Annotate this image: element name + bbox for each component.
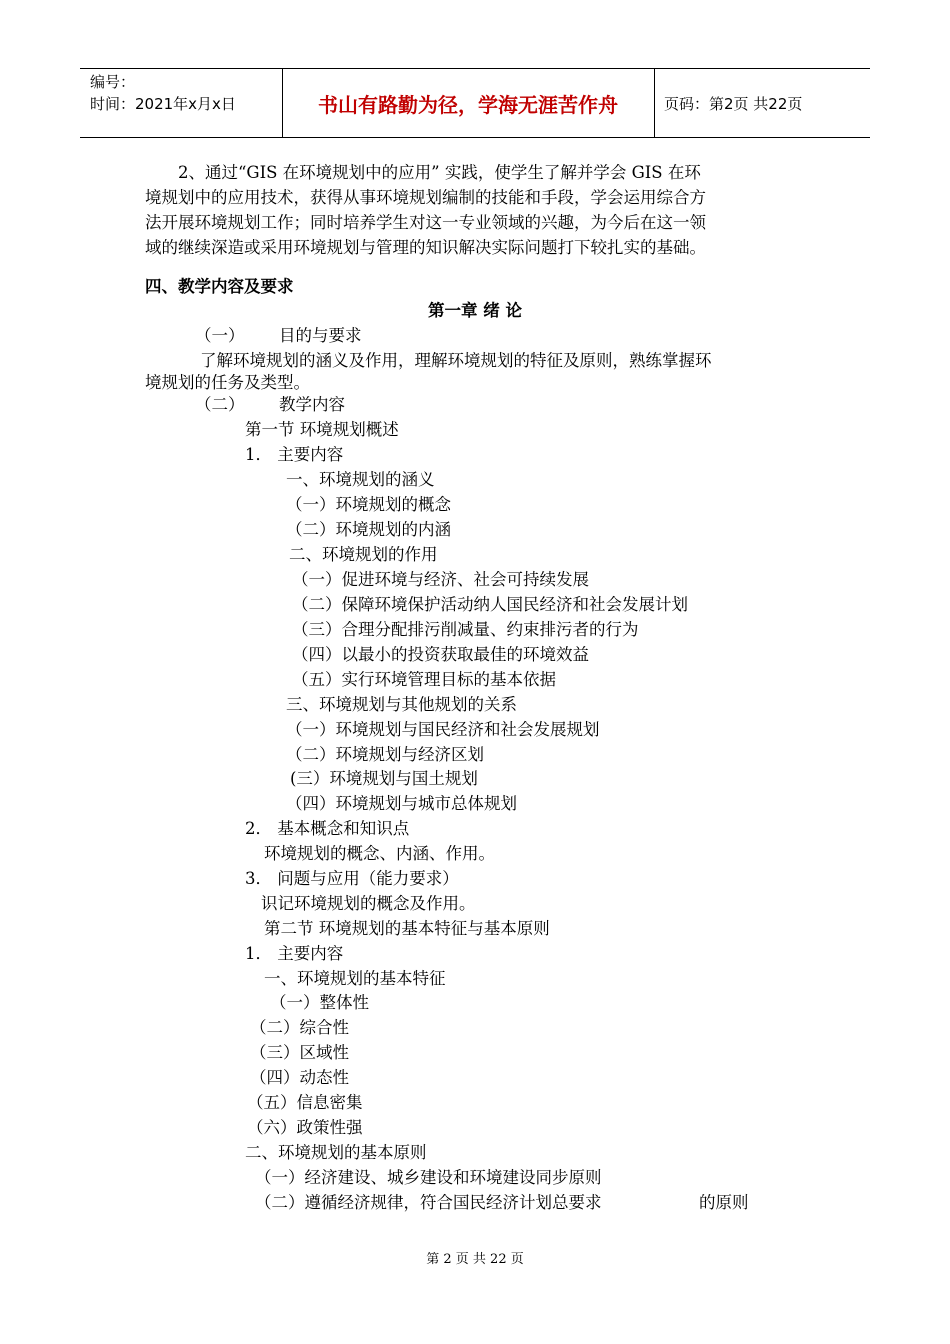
list-item: （三）区域性 [250, 1043, 349, 1062]
list-item: （一）环境规划与国民经济和社会发展规划 [286, 720, 600, 739]
list-item: （四）环境规划与城市总体规划 [286, 794, 517, 813]
list-item: 一、环境规划的基本特征 [264, 969, 446, 988]
list-item: 一、环境规划的涵义 [286, 470, 435, 489]
text-line: 环境规划的概念、内涵、作用。 [264, 844, 495, 863]
document-date: 时间：2021年x月x日 [90, 95, 236, 113]
header-meta [90, 71, 236, 115]
intro-paragraph [145, 160, 815, 260]
list-item: （二）环境规划的内涵 [286, 520, 451, 539]
paragraph-line: 境规划中的应用技术，获得从事环境规划编制的技能和手段，学会运用综合方 [145, 188, 706, 207]
list-item-continuation: 的原则 [699, 1193, 749, 1212]
list-item: （二）综合性 [250, 1018, 349, 1037]
chapter-title: 第一章 绪 论 [428, 301, 522, 320]
text-line: 境规划的任务及类型。 [145, 373, 310, 392]
section-title: 第一节 环境规划概述 [245, 420, 399, 439]
header-page-info: 页码：第2页 共22页 [664, 94, 803, 113]
list-item: （五）信息密集 [247, 1093, 363, 1112]
list-item: （三）合理分配排污削减量、约束排污者的行为 [292, 620, 639, 639]
subsection-title: 目的与要求 [279, 326, 362, 345]
list-item: 2． 基本概念和知识点 [245, 819, 410, 838]
document-number-label: 编号： [90, 73, 136, 91]
list-item: （四）动态性 [250, 1068, 349, 1087]
list-item: （一）环境规划的概念 [286, 495, 451, 514]
list-item: （二）保障环境保护活动纳人国民经济和社会发展计划 [292, 595, 688, 614]
list-item: （一）促进环境与经济、社会可持续发展 [292, 570, 589, 589]
subsection-title: 教学内容 [279, 395, 345, 414]
page-footer: 第 2 页 共 22 页 [426, 1252, 524, 1267]
list-item: 二、环境规划的基本原则 [245, 1143, 427, 1162]
list-item: （五）实行环境管理目标的基本依据 [292, 670, 556, 689]
header-motto: 书山有路勤为径，学海无涯苦作舟 [318, 92, 618, 117]
list-item: 三、环境规划与其他规划的关系 [286, 695, 517, 714]
paragraph-line: 2、通过“GIS 在环境规划中的应用” 实践，使学生了解并学会 GIS 在环 [178, 163, 701, 182]
section-title: 第二节 环境规划的基本特征与基本原则 [264, 919, 550, 938]
list-item: （一）整体性 [270, 993, 369, 1012]
list-item: 1． 主要内容 [245, 445, 344, 464]
header-divider-left [282, 69, 283, 137]
list-item: 二、环境规划的作用 [289, 545, 438, 564]
list-item: （二）遵循经济规律，符合国民经济计划总要求 [255, 1193, 602, 1212]
paragraph-line: 域的继续深造或采用环境规划与管理的知识解决实际问题打下较扎实的基础。 [145, 238, 706, 257]
list-item: （六）政策性强 [247, 1118, 363, 1137]
list-item: 3． 问题与应用（能力要求） [245, 869, 459, 888]
list-item: 1． 主要内容 [245, 944, 344, 963]
subsection-number: （一） [195, 326, 245, 345]
paragraph-line: 法开展环境规划工作；同时培养学生对这一专业领域的兴趣，为今后在这一领 [145, 213, 706, 232]
text-line: 识记环境规划的概念及作用。 [261, 894, 476, 913]
list-item: （一）经济建设、城乡建设和环境建设同步原则 [255, 1168, 602, 1187]
section-heading: 四、教学内容及要求 [145, 277, 294, 296]
header-divider-right [654, 69, 655, 137]
subsection-number: （二） [195, 395, 245, 414]
page-header [80, 68, 870, 138]
list-item: （二）环境规划与经济区划 [286, 745, 484, 764]
list-item: (三）环境规划与国土规划 [290, 769, 478, 788]
text-line: 了解环境规划的涵义及作用，理解环境规划的特征及原则，熟练掌握环 [200, 351, 712, 370]
list-item: （四）以最小的投资获取最佳的环境效益 [292, 645, 589, 664]
